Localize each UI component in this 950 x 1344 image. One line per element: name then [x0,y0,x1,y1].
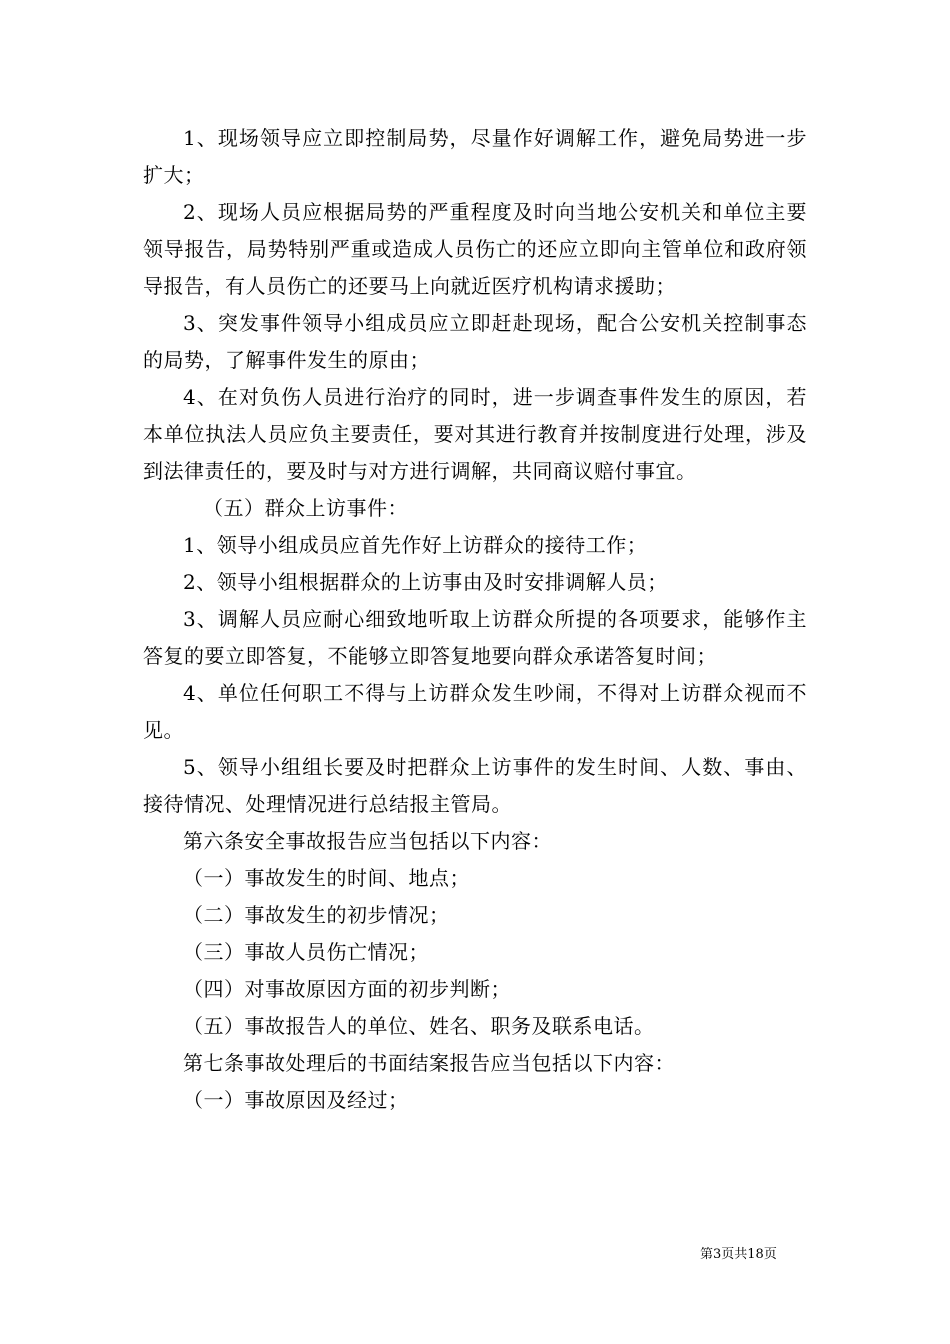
paragraph-petition-1: 1、领导小组成员应首先作好上访群众的接待工作； [183,533,648,557]
paragraph-petition-3: 3、调解人员应耐心细致地听取上访群众所提的各项要求，能够作主答复的要立即答复，不能够立即答复地要向群众承诺答复时间； [143,607,807,668]
section-heading-petition: （五）群众上访事件： [203,496,408,520]
article-six-heading: 第六条安全事故报告应当包括以下内容： [183,829,552,853]
page-number-footer: 第3页共18页 [700,1247,777,1262]
paragraph-item-1: 1、现场领导应立即控制局势，尽量作好调解工作，避免局势进一步扩大； [143,126,807,187]
paragraph-petition-4: 4、单位任何职工不得与上访群众发生吵闹，不得对上访群众视而不见。 [143,681,807,742]
article-seven-item-1: （一）事故原因及经过； [183,1088,409,1112]
paragraph-item-4: 4、在对负伤人员进行治疗的同时，进一步调查事件发生的原因，若本单位执法人员应负主要责任，要对其进行教育并按制度进行处理，涉及到法律责任的，要及时与对方进行调解，共同商议赔付事宜。 [143,385,807,483]
article-six-item-3: （三）事故人员伤亡情况； [183,940,429,964]
paragraph-item-2: 2、现场人员应根据局势的严重程度及时向当地公安机关和单位主要领导报告，局势特别严重或造成人员伤亡的还应立即向主管单位和政府领导报告，有人员伤亡的还要马上向就近医疗机构请求援助； [143,200,807,298]
article-six-item-5: （五）事故报告人的单位、姓名、职务及联系电话。 [183,1014,655,1038]
document-body [143,120,807,1119]
article-six-item-4: （四）对事故原因方面的初步判断； [183,977,511,1001]
paragraph-petition-2: 2、领导小组根据群众的上访事由及时安排调解人员； [183,570,668,594]
paragraph-item-3: 3、突发事件领导小组成员应立即赶赴现场，配合公安机关控制事态的局势，了解事件发生的原由； [143,311,807,372]
article-seven-heading: 第七条事故处理后的书面结案报告应当包括以下内容： [183,1051,675,1075]
article-six-item-2: （二）事故发生的初步情况； [183,903,450,927]
article-six-item-1: （一）事故发生的时间、地点； [183,866,470,890]
paragraph-petition-5: 5、领导小组组长要及时把群众上访事件的发生时间、人数、事由、接待情况、处理情况进行总结报主管局。 [143,755,807,816]
